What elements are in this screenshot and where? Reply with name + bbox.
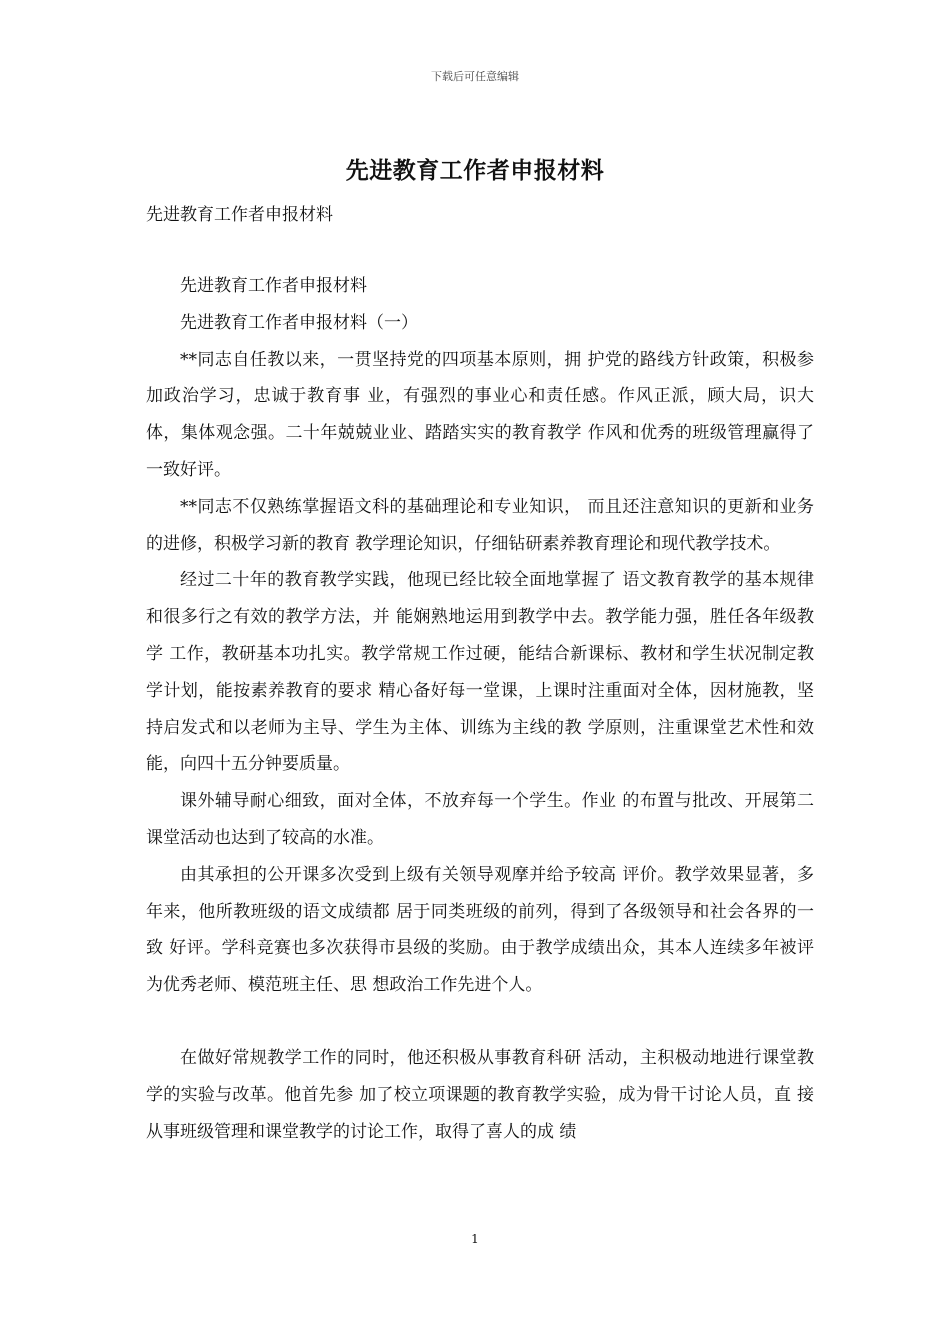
document-subtitle: 先进教育工作者申报材料 bbox=[146, 205, 333, 225]
paragraph: 由其承担的公开课多次受到上级有关领导观摩并给予较高 评价。教学效果显著，多年来，他所教班级的语文成绩都 居于同类班级的前列，得到了各级领导和社会各界的一致 好评。学科竞赛也多次获得市县级的奖励。由于教学成绩出众，其本人连续多年被评为优秀老师、模范班主任、思 想政治工作先进个人。 bbox=[146, 864, 814, 996]
paragraph: 在做好常规教学工作的同时，他还积极从事教育科研 活动，主积极动地进行课堂教学的实验与改革。他首先参 加了校立项课题的教育教学实验，成为骨干讨论人员，直 接从事班级管理和课堂教学的讨论工作，取得了喜人的成 绩 bbox=[146, 1047, 814, 1142]
document-title: 先进教育工作者申报材料 bbox=[345, 157, 605, 184]
document-body bbox=[146, 268, 814, 1150]
header-note: 下载后可任意编辑 bbox=[431, 70, 519, 83]
paragraph: 课外辅导耐心细致，面对全体，不放弃每一个学生。作业 的布置与批改、开展第二课堂活动也达到了较高的水准。 bbox=[146, 791, 814, 848]
paragraph: **同志自任教以来，一贯坚持党的四项基本原则，拥 护党的路线方针政策，积极参加政治学习，忠诚于教育事 业，有强烈的事业心和责任感。作风正派，顾大局，识大 体，集体观念强。二十年兢兢业业、踏踏实实的教育教学 作风和优秀的班级管理赢得了一致好评。 bbox=[146, 349, 814, 480]
page-number: 1 bbox=[471, 1232, 479, 1246]
paragraph-section-title: 先进教育工作者申报材料（一） bbox=[180, 312, 418, 333]
paragraph: **同志不仅熟练掌握语文科的基础理论和专业知识， 而且还注意知识的更新和业务的进修，积极学习新的教育 教学理论知识，仔细钻研素养教育理论和现代教学技术。 bbox=[146, 496, 814, 554]
paragraph: 经过二十年的教育教学实践，他现已经比较全面地掌握了 语文教育教学的基本规律和很多行之有效的教学方法，并 能娴熟地运用到教学中去。教学能力强，胜任各年级教学 工作，教研基本功扎实。教学常规工作过硬，能结合新课标、教材和学生状况制定教学计划，能按素养教育的要求 精心备好每一堂课，上课时注重面对全体，因材施教，坚 持启发式和以老师为主导、学生为主体、训练为主线的教 学原则，注重课堂艺术性和效能，向四十五分钟要质量。 bbox=[146, 570, 814, 775]
paragraph-heading: 先进教育工作者申报材料 bbox=[180, 276, 367, 296]
